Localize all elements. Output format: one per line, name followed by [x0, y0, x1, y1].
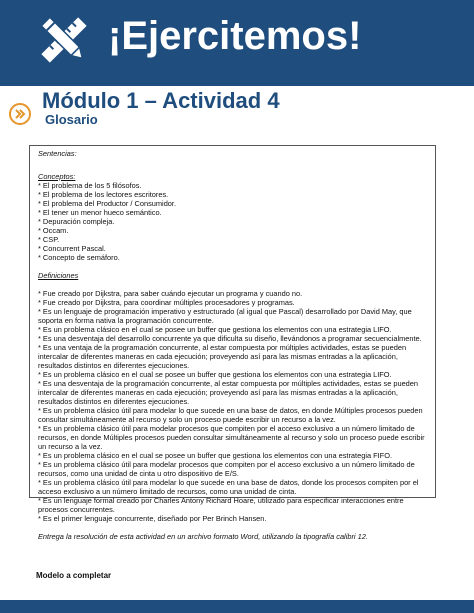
- list-item: * Es un problema clásico en el cual se posee un buffer que gestiona los elementos con una estrategia LIFO.: [38, 325, 392, 334]
- page-title: Módulo 1 – Actividad 4: [42, 88, 280, 113]
- pencil-ruler-icon: [40, 12, 88, 68]
- list-item: * Es una desventaja del desarrollo concurrente ya que dificulta su diseño, llevándonos a programar secuencialmente.: [38, 334, 422, 343]
- list-item: * El problema de los lectores escritores.: [38, 190, 169, 199]
- banner-title: ¡Ejercitemos!: [108, 14, 362, 58]
- double-chevron-right-icon: [14, 108, 26, 120]
- list-item: * Es un lenguaje de programación imperativo y estructurado (al igual que Pascal) desarrollado por David May, que soporta en forma nativa la programación concurrente.: [38, 307, 412, 325]
- list-item: * Es un problema clásico útil para modelar procesos que compiten por el acceso exclusivo a un número limitado de recursos, como una unidad de cinta u otro dispositivo de E/S.: [38, 460, 415, 478]
- list-item: * Es un problema clásico útil para modelar lo que sucede en una base de datos, en donde Múltiples procesos pueden consultar simultáneamente al recurso y solo un proceso puede escribir un recurso a la vez.: [38, 406, 423, 424]
- conceptos-list: [38, 181, 429, 262]
- box-heading: Sentencias:: [38, 149, 77, 158]
- definiciones-label: Definiciones: [38, 271, 79, 280]
- list-item: * El problema del Productor / Consumidor.: [38, 199, 177, 208]
- list-item: * Es un lenguaje formal creado por Charles Antony Richard Hoare, utilizado para especificar interacciones entre procesos concurrentes.: [38, 496, 404, 514]
- list-item: * Es un problema clásico útil para modelar procesos que compiten por el acceso exclusivo a un número limitado de recursos, en donde Múltiples procesos pueden consultar simultáneamente al recurso y solo un proceso puede escribir un recurso a la vez.: [38, 424, 425, 451]
- list-item: * Es una desventaja de la programación concurrente, al estar compuesta por múltiples actividades, estas se pueden intercalar de diferentes maneras en cada ejecución; proveyendo así para las mismas entradas a la aplicación, resultados distintos en diferentes ejecuciones.: [38, 379, 419, 406]
- list-item: * Es un problema clásico en el cual se posee un buffer que gestiona los elementos con una estrategia LIFO.: [38, 370, 392, 379]
- list-item: * El tener un menor hueco semántico.: [38, 208, 162, 217]
- list-item: * Occam.: [38, 226, 69, 235]
- header-banner: [0, 0, 474, 86]
- list-item: * Fue creado por Dijkstra, para saber cuándo ejecutar un programa y cuando no.: [38, 289, 303, 298]
- list-item: * Es el primer lenguaje concurrente, diseñado por Per Brinch Hansen.: [38, 514, 267, 523]
- list-item: * Es un problema clásico útil para modelar lo que sucede en una base de datos, donde los procesos compiten por el acceso exclusivo a un número limitado de recursos, como una unidad de cinta.: [38, 478, 419, 496]
- footer-bar: [0, 600, 474, 613]
- next-button[interactable]: [9, 103, 31, 125]
- list-item: * El problema de los 5 filósofos.: [38, 181, 142, 190]
- section-title: Modelo a completar: [36, 571, 112, 580]
- page-subtitle: Glosario: [45, 112, 98, 127]
- list-item: * Depuración compleja.: [38, 217, 115, 226]
- conceptos-label: Conceptos:: [38, 172, 76, 181]
- definiciones-list: [38, 289, 429, 523]
- list-item: * Concepto de semáforo.: [38, 253, 120, 262]
- list-item: * Concurrent Pascal.: [38, 244, 106, 253]
- activity-box: [29, 145, 436, 541]
- list-item: * Es un problema clásico en el cual se posee un buffer que gestiona los elementos con una estrategia FIFO.: [38, 451, 393, 460]
- instruction-text: Entrega la resolución de esta actividad en un archivo formato Word, utilizando la tipografía calibri 12.: [38, 532, 368, 541]
- list-item: * Fue creado por Dijkstra, para coordinar múltiples procesadores y programas.: [38, 298, 295, 307]
- list-item: * CSP.: [38, 235, 60, 244]
- list-item: * Es una ventaja de la programación concurrente, al estar compuesta por múltiples actividades, estas se pueden intercalar de diferentes maneras en cada ejecución; proveyendo así para las mismas entradas a la aplicación, resultados distintos en diferentes ejecuciones.: [38, 343, 407, 370]
